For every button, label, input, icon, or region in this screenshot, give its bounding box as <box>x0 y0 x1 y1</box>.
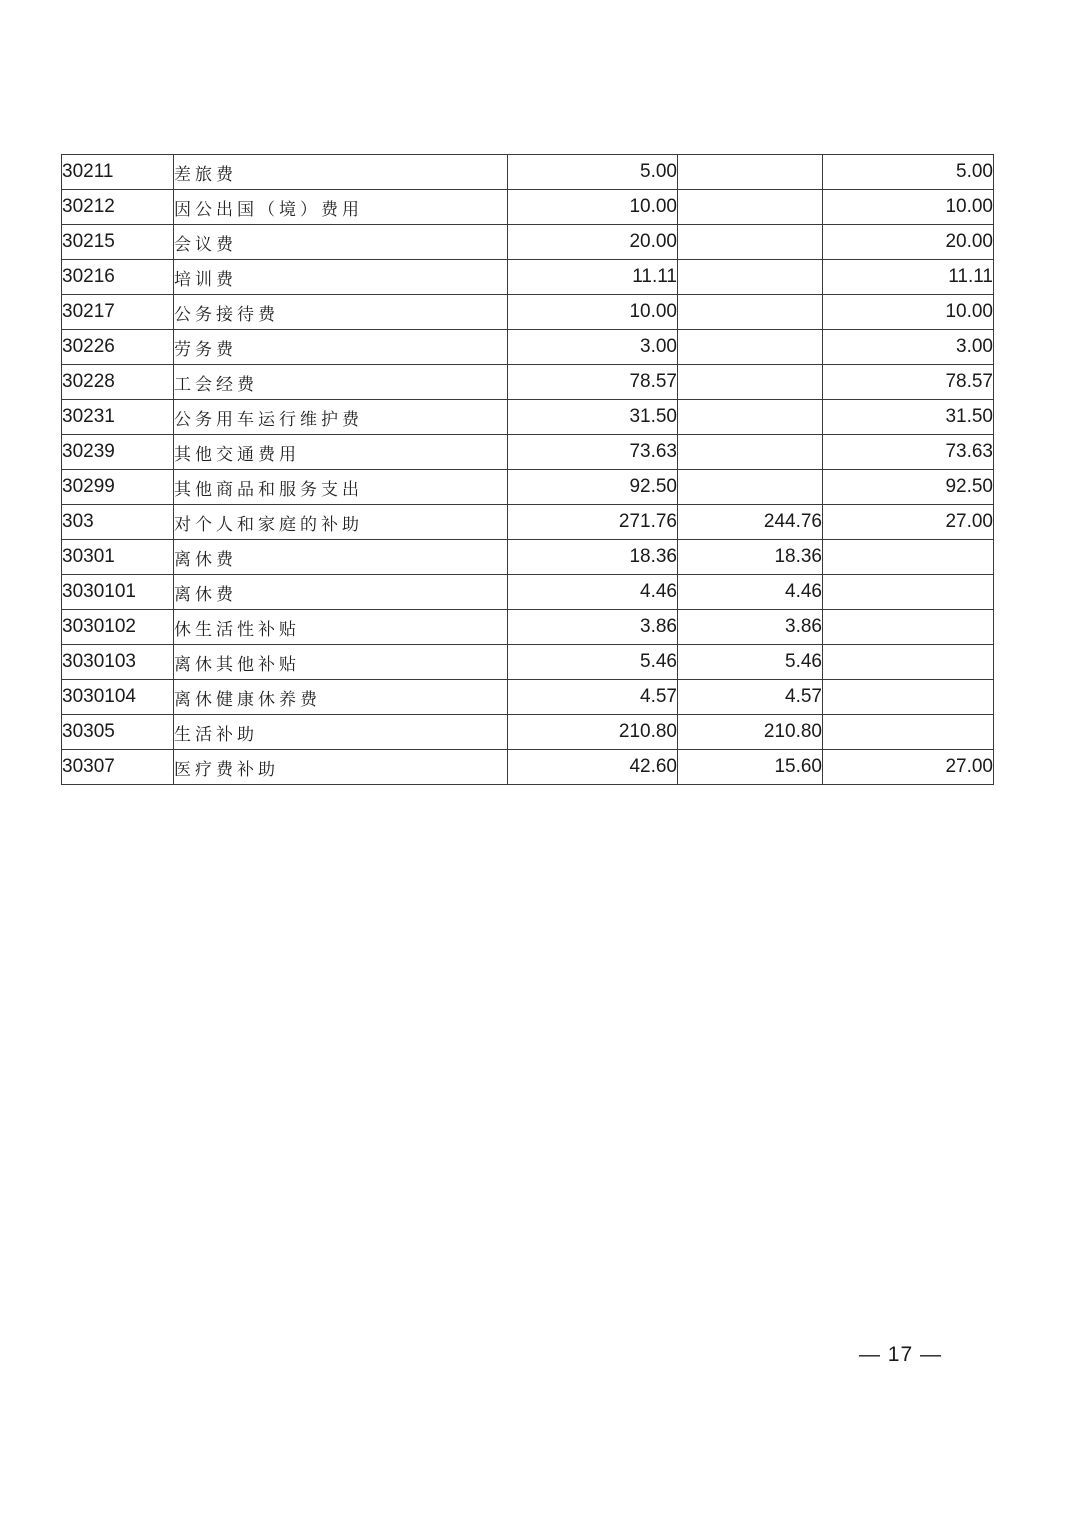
cell-amount-col3: 10.00 <box>823 295 994 330</box>
cell-amount-col2: 4.57 <box>678 680 823 715</box>
cell-amount-total: 42.60 <box>508 750 678 785</box>
cell-amount-col3: 73.63 <box>823 435 994 470</box>
cell-name: 生活补助 <box>174 715 508 750</box>
cell-amount-total: 271.76 <box>508 505 678 540</box>
cell-amount-col2 <box>678 435 823 470</box>
cell-amount-col2 <box>678 190 823 225</box>
table-row <box>62 400 994 435</box>
cell-name: 工会经费 <box>174 365 508 400</box>
table-row <box>62 190 994 225</box>
table-row <box>62 330 994 365</box>
cell-name: 劳务费 <box>174 330 508 365</box>
cell-amount-col3: 20.00 <box>823 225 994 260</box>
cell-code: 30239 <box>62 435 174 470</box>
cell-code: 30226 <box>62 330 174 365</box>
cell-amount-col3 <box>823 540 994 575</box>
cell-amount-total: 3.00 <box>508 330 678 365</box>
cell-code: 3030104 <box>62 680 174 715</box>
cell-amount-col2: 5.46 <box>678 645 823 680</box>
cell-name: 会议费 <box>174 225 508 260</box>
cell-amount-col3: 78.57 <box>823 365 994 400</box>
cell-amount-col2 <box>678 330 823 365</box>
cell-code: 30301 <box>62 540 174 575</box>
cell-amount-total: 5.46 <box>508 645 678 680</box>
table-row <box>62 260 994 295</box>
table-row <box>62 540 994 575</box>
budget-table <box>61 154 994 785</box>
table-row <box>62 680 994 715</box>
cell-code: 30299 <box>62 470 174 505</box>
cell-amount-col3: 31.50 <box>823 400 994 435</box>
cell-amount-col3 <box>823 645 994 680</box>
table-row <box>62 505 994 540</box>
cell-name: 离休费 <box>174 575 508 610</box>
cell-code: 30211 <box>62 155 174 190</box>
cell-code: 30212 <box>62 190 174 225</box>
cell-name: 培训费 <box>174 260 508 295</box>
table-row <box>62 750 994 785</box>
cell-amount-col2: 244.76 <box>678 505 823 540</box>
cell-amount-total: 11.11 <box>508 260 678 295</box>
cell-name: 因公出国（境）费用 <box>174 190 508 225</box>
cell-code: 30231 <box>62 400 174 435</box>
cell-amount-col3: 3.00 <box>823 330 994 365</box>
cell-amount-col3: 27.00 <box>823 505 994 540</box>
cell-amount-total: 20.00 <box>508 225 678 260</box>
table-row <box>62 295 994 330</box>
cell-code: 3030103 <box>62 645 174 680</box>
cell-amount-col2: 3.86 <box>678 610 823 645</box>
cell-amount-col3 <box>823 610 994 645</box>
cell-amount-total: 10.00 <box>508 295 678 330</box>
cell-name: 公务接待费 <box>174 295 508 330</box>
table-row <box>62 470 994 505</box>
cell-amount-col2 <box>678 225 823 260</box>
cell-amount-total: 31.50 <box>508 400 678 435</box>
cell-amount-total: 18.36 <box>508 540 678 575</box>
cell-amount-col2 <box>678 400 823 435</box>
table-row <box>62 155 994 190</box>
cell-code: 30215 <box>62 225 174 260</box>
cell-amount-col3: 5.00 <box>823 155 994 190</box>
cell-name: 医疗费补助 <box>174 750 508 785</box>
cell-code: 30216 <box>62 260 174 295</box>
cell-amount-col2 <box>678 470 823 505</box>
cell-code: 303 <box>62 505 174 540</box>
cell-amount-total: 4.46 <box>508 575 678 610</box>
cell-amount-col3 <box>823 575 994 610</box>
cell-amount-total: 78.57 <box>508 365 678 400</box>
cell-amount-total: 3.86 <box>508 610 678 645</box>
cell-amount-total: 92.50 <box>508 470 678 505</box>
cell-amount-col2: 210.80 <box>678 715 823 750</box>
cell-amount-total: 5.00 <box>508 155 678 190</box>
cell-amount-col3 <box>823 715 994 750</box>
cell-code: 30228 <box>62 365 174 400</box>
cell-amount-col3: 11.11 <box>823 260 994 295</box>
cell-name: 其他商品和服务支出 <box>174 470 508 505</box>
cell-amount-total: 4.57 <box>508 680 678 715</box>
budget-table-container <box>61 154 993 785</box>
cell-name: 差旅费 <box>174 155 508 190</box>
cell-amount-col2: 4.46 <box>678 575 823 610</box>
cell-code: 3030102 <box>62 610 174 645</box>
cell-code: 30305 <box>62 715 174 750</box>
cell-name: 离休其他补贴 <box>174 645 508 680</box>
cell-code: 30217 <box>62 295 174 330</box>
cell-amount-col3: 10.00 <box>823 190 994 225</box>
table-row <box>62 575 994 610</box>
cell-name: 对个人和家庭的补助 <box>174 505 508 540</box>
cell-amount-col2 <box>678 260 823 295</box>
cell-amount-col3: 92.50 <box>823 470 994 505</box>
cell-amount-col3: 27.00 <box>823 750 994 785</box>
cell-name: 公务用车运行维护费 <box>174 400 508 435</box>
cell-amount-col2: 18.36 <box>678 540 823 575</box>
table-row <box>62 610 994 645</box>
cell-amount-col3 <box>823 680 994 715</box>
cell-amount-total: 73.63 <box>508 435 678 470</box>
cell-amount-col2 <box>678 365 823 400</box>
cell-name: 离休健康休养费 <box>174 680 508 715</box>
table-row <box>62 645 994 680</box>
cell-code: 3030101 <box>62 575 174 610</box>
cell-code: 30307 <box>62 750 174 785</box>
table-row <box>62 225 994 260</box>
cell-amount-col2 <box>678 155 823 190</box>
cell-amount-total: 10.00 <box>508 190 678 225</box>
cell-name: 其他交通费用 <box>174 435 508 470</box>
cell-name: 离休费 <box>174 540 508 575</box>
cell-amount-total: 210.80 <box>508 715 678 750</box>
table-row <box>62 715 994 750</box>
table-row <box>62 365 994 400</box>
page-number: — 17 — <box>858 1343 942 1366</box>
cell-amount-col2: 15.60 <box>678 750 823 785</box>
cell-name: 休生活性补贴 <box>174 610 508 645</box>
table-row <box>62 435 994 470</box>
cell-amount-col2 <box>678 295 823 330</box>
